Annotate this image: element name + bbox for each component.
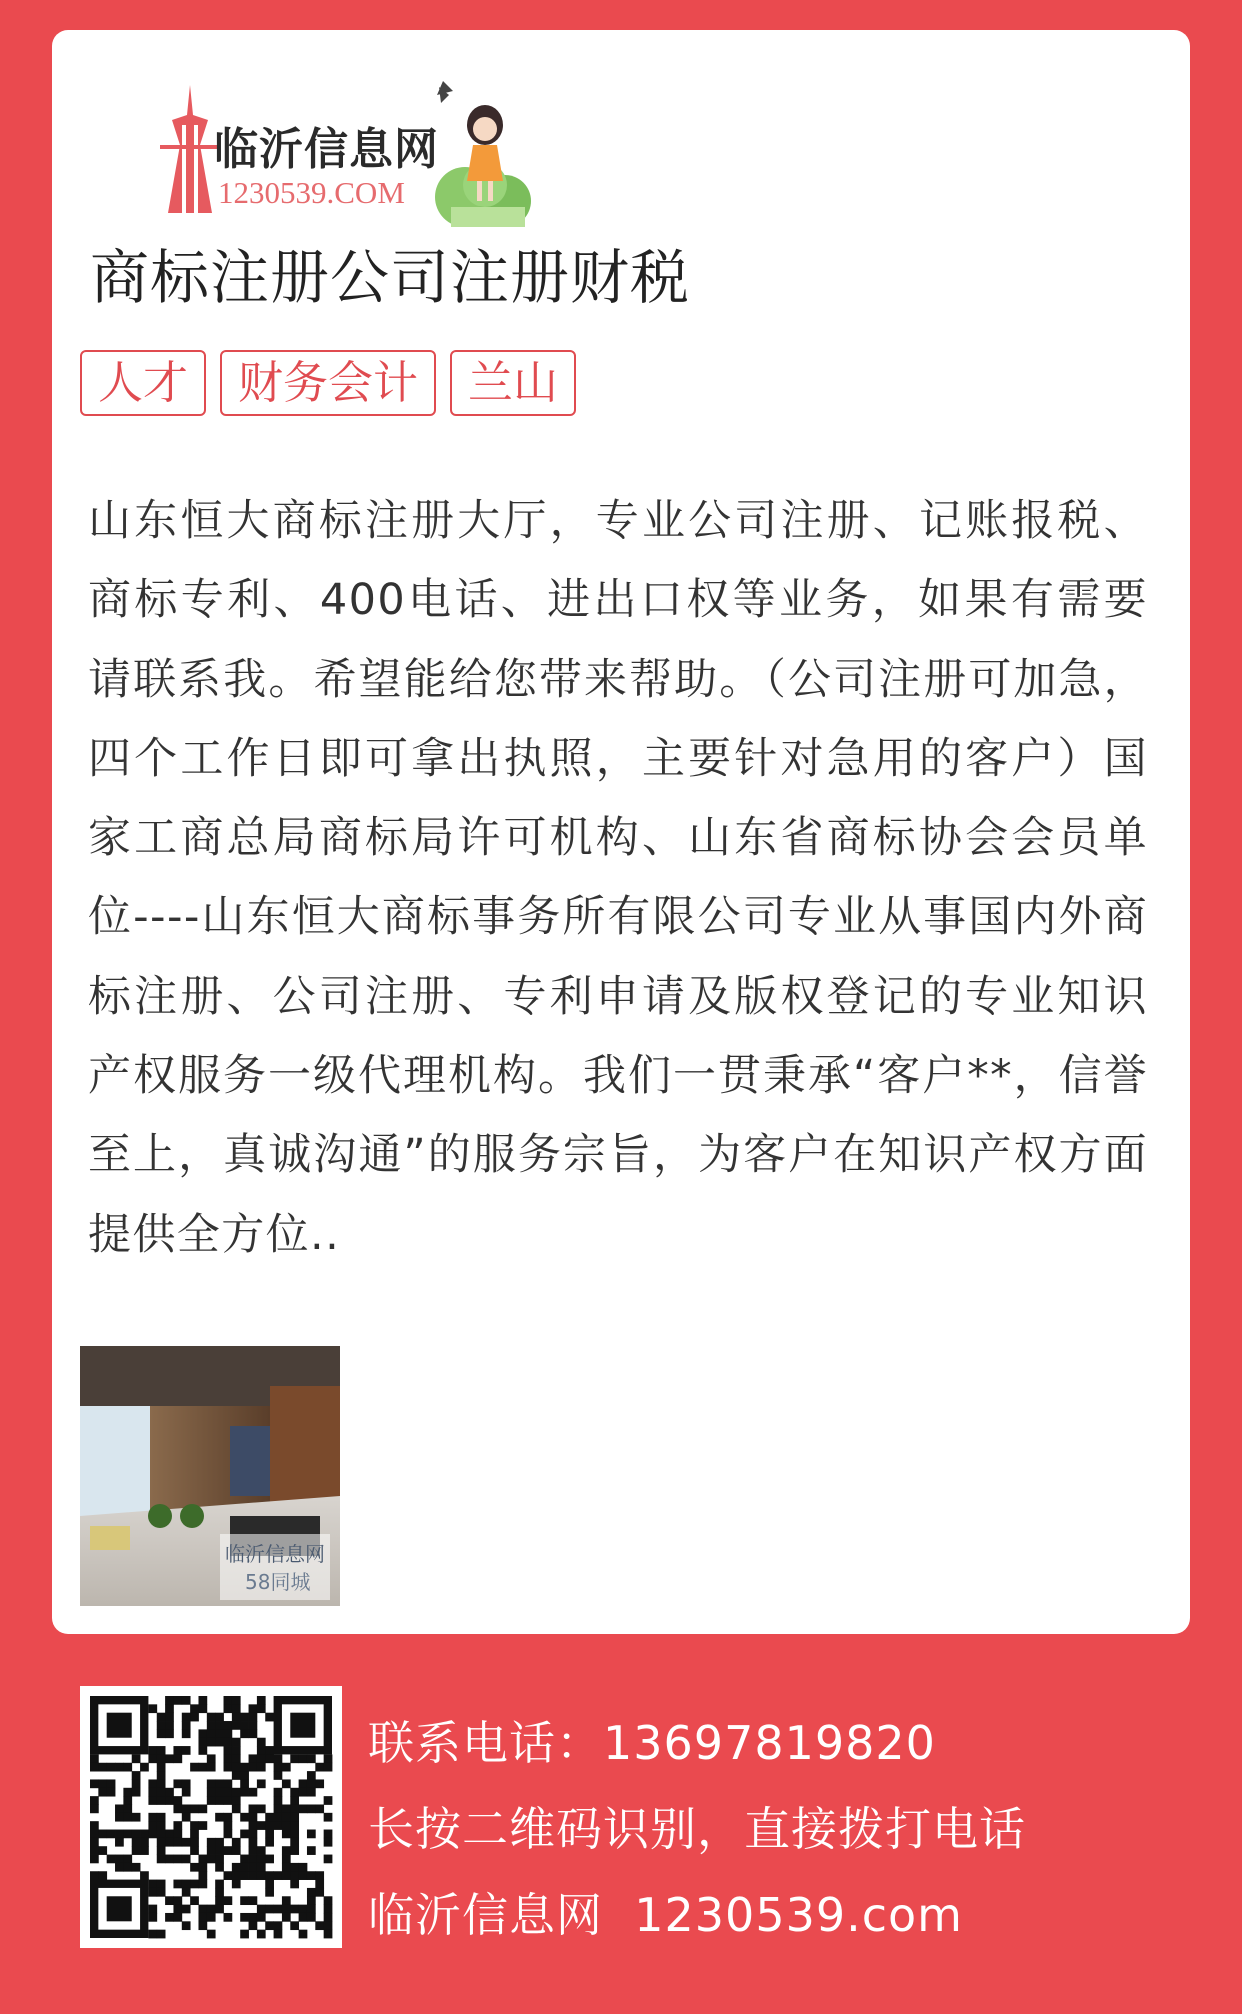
- watermark-site: 临沂信息网: [225, 1542, 325, 1566]
- qr-code-image: [80, 1686, 342, 1948]
- mascot-girl-icon: [427, 77, 537, 229]
- watermark-58: 58同城: [245, 1570, 311, 1594]
- qr-code[interactable]: [80, 1686, 342, 1948]
- post-description: 山东恒大商标注册大厅，专业公司注册、记账报税、商标专利、400电话、进出口权等业务，如果有需要请联系我。希望能给您带来帮助。（公司注册可加急，四个工作日即可拿出执照，主要针对急用的客户）国家工商总局商标局许可机构、山东省商标协会会员单位----山东恒大商标事务所有限公司专业从事国内外商标注册、公司注册、专利申请及版权登记的专业知识产权服务一级代理机构。我们一贯秉承“客户**，信誉至上，真诚沟通”的服务宗旨，为客户在知识产权方面提供全方位..: [88, 496, 1148, 1260]
- tag-list: [80, 350, 576, 416]
- contact-info: [368, 1700, 1026, 1958]
- office-photo[interactable]: [80, 1346, 340, 1606]
- qr-hint-line: 长按二维码识别，直接拨打电话: [368, 1802, 1026, 1856]
- tag-lanshan[interactable]: 兰山: [450, 350, 576, 416]
- post-title: 商标注册公司注册财税: [90, 243, 691, 312]
- logo-title: 临沂信息网: [214, 124, 439, 175]
- site-logo[interactable]: [102, 55, 522, 225]
- post-card: [52, 30, 1190, 1634]
- phone-line[interactable]: 联系电话：13697819820: [368, 1716, 936, 1770]
- tag-talent[interactable]: 人才: [80, 350, 206, 416]
- site-line-url: 1230539.com: [634, 1888, 963, 1942]
- tower-icon: [160, 85, 220, 215]
- logo-url: 1230539.COM: [218, 175, 405, 210]
- tag-finance-accounting[interactable]: 财务会计: [220, 350, 436, 416]
- site-line[interactable]: [368, 1872, 1026, 1958]
- site-line-name: 临沂信息网: [368, 1888, 603, 1942]
- office-photo-image: [80, 1346, 340, 1606]
